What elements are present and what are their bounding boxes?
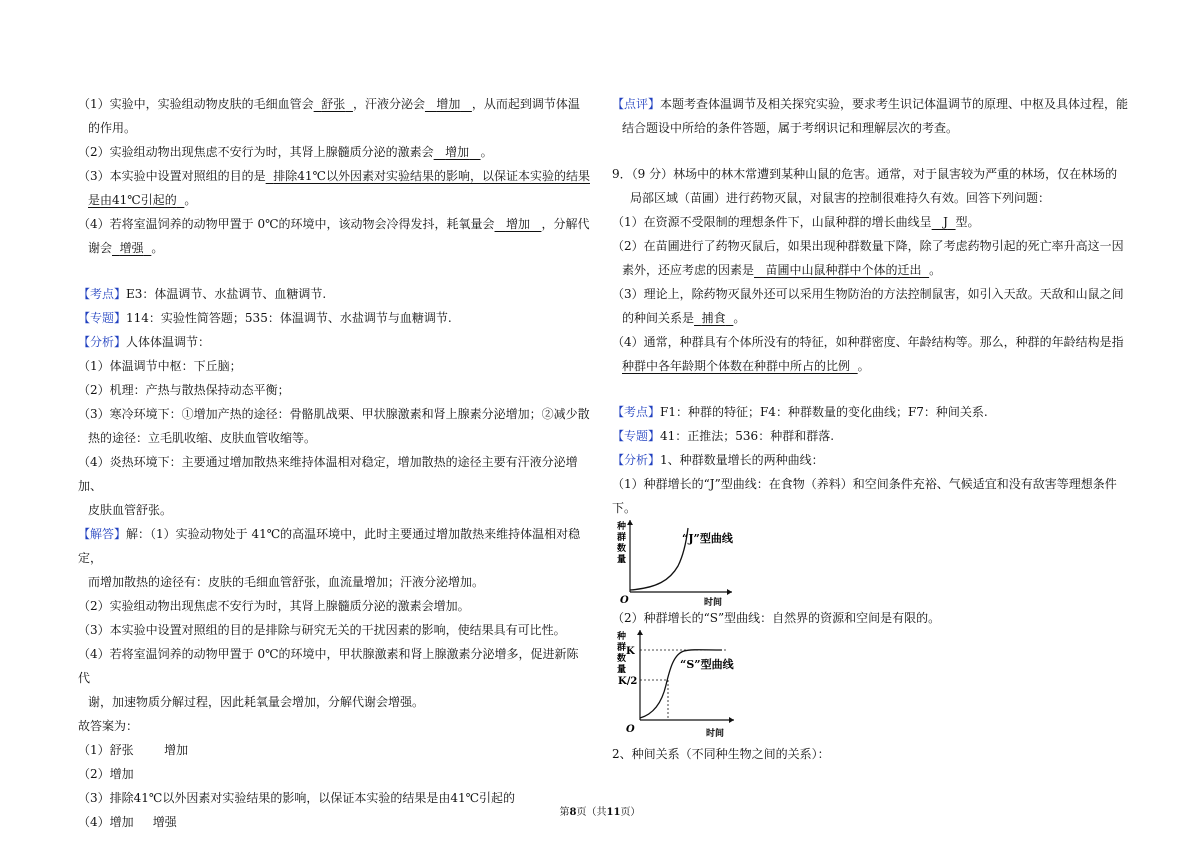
kaodian-tag: 【考点】 bbox=[612, 405, 661, 419]
q-line-7: 谢会 增强 。 bbox=[88, 241, 164, 255]
q-line-5: 是由41℃引起的 。 bbox=[88, 193, 197, 207]
q9-line: 9．（9 分）林场中的林木常遭到某种山鼠的危害。通常，对于鼠害较为严重的林场，仅在林场的 bbox=[612, 167, 1118, 181]
answer-blank: 苗圃中山鼠种群中个体的迁出 bbox=[765, 263, 922, 277]
answer-blank: 增加 bbox=[436, 97, 461, 111]
s-ylabel-3: 数 bbox=[617, 654, 627, 664]
fenxi-tag: 【分析】 bbox=[612, 453, 661, 467]
q9-line: 局部区域（苗圃）进行药物灭鼠，对鼠害的控制很难持久有效。回答下列问题： bbox=[630, 191, 1051, 205]
kaodian-tag: 【考点】 bbox=[78, 287, 127, 301]
fenxi: 【分析】1、种群数量增长的两种曲线： bbox=[612, 453, 824, 467]
answer-blank: 舒张 bbox=[321, 97, 346, 111]
right-column bbox=[612, 92, 1130, 766]
q-line-2: 的作用。 bbox=[88, 121, 137, 135]
relation-line: 2、种间关系（不同种生物之间的关系）： bbox=[612, 747, 830, 761]
jieda-line: （4）若将室温饲养的动物甲置于 0℃的环境中，甲状腺激素和肾上腺激素分泌增多，促进新陈代 bbox=[78, 647, 579, 685]
s-curve-svg bbox=[612, 630, 772, 742]
jieda-line: 谢，加速物质分解过程，因此耗氧量会增加，分解代谢会增强。 bbox=[88, 695, 425, 709]
answer-blank: 增加 bbox=[445, 145, 470, 159]
text: ，从而起到调节体温 bbox=[471, 97, 580, 111]
analysis-line: 皮肤血管舒张。 bbox=[88, 503, 173, 517]
q-line-1 bbox=[78, 92, 590, 116]
zhuanti-tag: 【专题】 bbox=[78, 311, 127, 325]
j-curve-figure bbox=[612, 520, 1130, 606]
jieda: 【解答】解：（1）实验动物处于 41℃的高温环境中，此时主要通过增加散热来维持体温相对稳定， bbox=[78, 527, 581, 565]
text: ，汗液分泌会 bbox=[352, 97, 425, 111]
answer-blank: J bbox=[943, 215, 948, 229]
zhuanti: 【专题】41：正推法；536：种群和群落. bbox=[612, 429, 835, 443]
j-curve-line bbox=[630, 528, 688, 590]
q-line-3: （2）实验组动物出现焦虑不安行为时，其肾上腺髓质分泌的激素会 增加 。 bbox=[78, 145, 493, 159]
answer-blank: 捕食 bbox=[701, 311, 726, 325]
page-number: 第8页（共11页） bbox=[559, 807, 641, 818]
q9-part-2: （2）在苗圃进行了药物灭鼠后，如果出现种群数量下降，除了考虑药物引起的死亡率升高这一因 bbox=[612, 239, 1124, 253]
s-curve-desc: （2）种群增长的“S”型曲线：自然界的资源和空间是有限的。 bbox=[612, 611, 941, 625]
s-origin: O bbox=[626, 724, 635, 735]
analysis-line: （2）机理：产热与散热保持动态平衡； bbox=[78, 383, 290, 397]
answer-blank: 增强 bbox=[119, 241, 144, 255]
answer-title: 故答案为： bbox=[78, 719, 139, 733]
q9-part-4-cont: 种群中各年龄期个体数在种群中所占的比例 。 bbox=[622, 359, 870, 373]
dianping: 【点评】本题考查体温调节及相关探究实验，要求考生识记体温调节的原理、中枢及具体过程，能 bbox=[612, 97, 1129, 111]
answer-blank: 种群中各年龄期个体数在种群中所占的比例 bbox=[622, 359, 851, 373]
j-ylabel-3: 数 bbox=[617, 544, 627, 554]
answer-line: （3）排除41℃以外因素对实验结果的影响，以保证本实验的结果是由41℃引起的 bbox=[78, 791, 516, 805]
answer-line: （4）增加 增强 bbox=[78, 815, 177, 829]
j-curve-svg bbox=[612, 520, 772, 606]
fenxi: 【分析】人体体温调节： bbox=[78, 335, 211, 349]
jieda-line: 而增加散热的途径有：皮肤的毛细血管舒张，血流量增加；汗液分泌增加。 bbox=[88, 575, 485, 589]
s-k-label: K bbox=[626, 646, 635, 657]
answer-line: （1）舒张 增加 bbox=[78, 743, 189, 757]
zhuanti: 【专题】114：实验性简答题；535：体温调节、水盐调节与血糖调节. bbox=[78, 311, 452, 325]
kaodian: 【考点】E3：体温调节、水盐调节、血糖调节. bbox=[78, 287, 327, 301]
answer-blank: 排除41℃以外因素对实验结果的影响，以保证本实验的结果 bbox=[273, 169, 590, 183]
q-line-4: （3）本实验中设置对照组的目的是 排除41℃以外因素对实验结果的影响，以保证本实验的结果 bbox=[78, 169, 590, 183]
s-ylabel-2: 群 bbox=[617, 643, 627, 653]
j-y-arrow-icon bbox=[627, 520, 633, 525]
j-origin: O bbox=[620, 595, 629, 606]
q9-part-3-cont: 的种间关系是 捕食 。 bbox=[622, 311, 746, 325]
s-ylabel-1: 种 bbox=[617, 632, 627, 642]
s-y-arrow-icon bbox=[637, 630, 643, 635]
jieda-tag: 【解答】 bbox=[78, 527, 127, 541]
s-curve-label: “S”型曲线 bbox=[680, 658, 734, 671]
q9-part-1: （1）在资源不受限制的理想条件下，山鼠种群的增长曲线呈 J 型。 bbox=[612, 215, 980, 229]
analysis-line: （3）寒冷环境下：①增加产热的途径：骨骼肌战栗、甲状腺激素和肾上腺素分泌增加；②减少散 bbox=[78, 407, 590, 421]
j-x-arrow-icon bbox=[727, 589, 732, 595]
s-xlabel: 时间 bbox=[706, 729, 725, 739]
q9-part-2-cont: 素外，还应考虑的因素是 苗圃中山鼠种群中个体的迁出 。 bbox=[622, 263, 942, 277]
jieda-line: （2）实验组动物出现焦虑不安行为时，其肾上腺髓质分泌的激素会增加。 bbox=[78, 599, 470, 613]
j-xlabel: 时间 bbox=[704, 598, 723, 606]
s-k2-label: K/2 bbox=[618, 676, 638, 687]
left-column bbox=[78, 92, 590, 834]
q-line-6: （4）若将室温饲养的动物甲置于 0℃的环境中，该动物会冷得发抖，耗氧量会 增加 ，分解代 bbox=[78, 217, 590, 231]
kaodian: 【考点】F1：种群的特征；F4：种群数量的变化曲线；F7：种间关系. bbox=[612, 405, 988, 419]
j-ylabel-1: 种 bbox=[617, 522, 627, 532]
analysis-line: （4）炎热环境下：主要通过增加散热来维持体温相对稳定，增加散热的途径主要有汗液分泌增加、 bbox=[78, 455, 578, 493]
s-curve-figure bbox=[612, 630, 1130, 742]
j-curve-label: “J”型曲线 bbox=[682, 532, 733, 545]
answer-blank: 是由41℃引起的 bbox=[88, 193, 177, 207]
s-ylabel-4: 量 bbox=[617, 665, 627, 675]
dianping-tag: 【点评】 bbox=[612, 97, 661, 111]
answer-blank: 增加 bbox=[505, 217, 530, 231]
jieda-line: （3）本实验中设置对照组的目的是排除与研究无关的干扰因素的影响，使结果具有可比性。 bbox=[78, 623, 566, 637]
zhuanti-tag: 【专题】 bbox=[612, 429, 661, 443]
analysis-line: （1）体温调节中枢：下丘脑； bbox=[78, 359, 242, 373]
q9-part-4: （4）通常，种群具有个体所没有的特征，如种群密度、年龄结构等。那么，种群的年龄结构是指 bbox=[612, 335, 1124, 349]
text: （1）实验中，实验组动物皮肤的毛细血管会 bbox=[78, 97, 314, 111]
q9-part-3: （3）理论上，除药物灭鼠外还可以采用生物防治的方法控制鼠害，如引入天敌。天敌和山鼠之间 bbox=[612, 287, 1124, 301]
analysis-line: 热的途径：立毛肌收缩、皮肤血管收缩等。 bbox=[88, 431, 317, 445]
j-ylabel-4: 量 bbox=[617, 555, 627, 565]
j-curve-desc: （1）种群增长的“J”型曲线：在食物（养料）和空间条件充裕、气候适宜和没有敌害等理想条件下。 bbox=[612, 477, 1117, 515]
s-x-arrow-icon bbox=[729, 717, 734, 723]
fenxi-tag: 【分析】 bbox=[78, 335, 127, 349]
answer-line: （2）增加 bbox=[78, 767, 134, 781]
j-ylabel-2: 群 bbox=[617, 533, 627, 543]
dianping-cont: 结合题设中所给的条件答题，属于考纲识记和理解层次的考查。 bbox=[622, 121, 959, 135]
